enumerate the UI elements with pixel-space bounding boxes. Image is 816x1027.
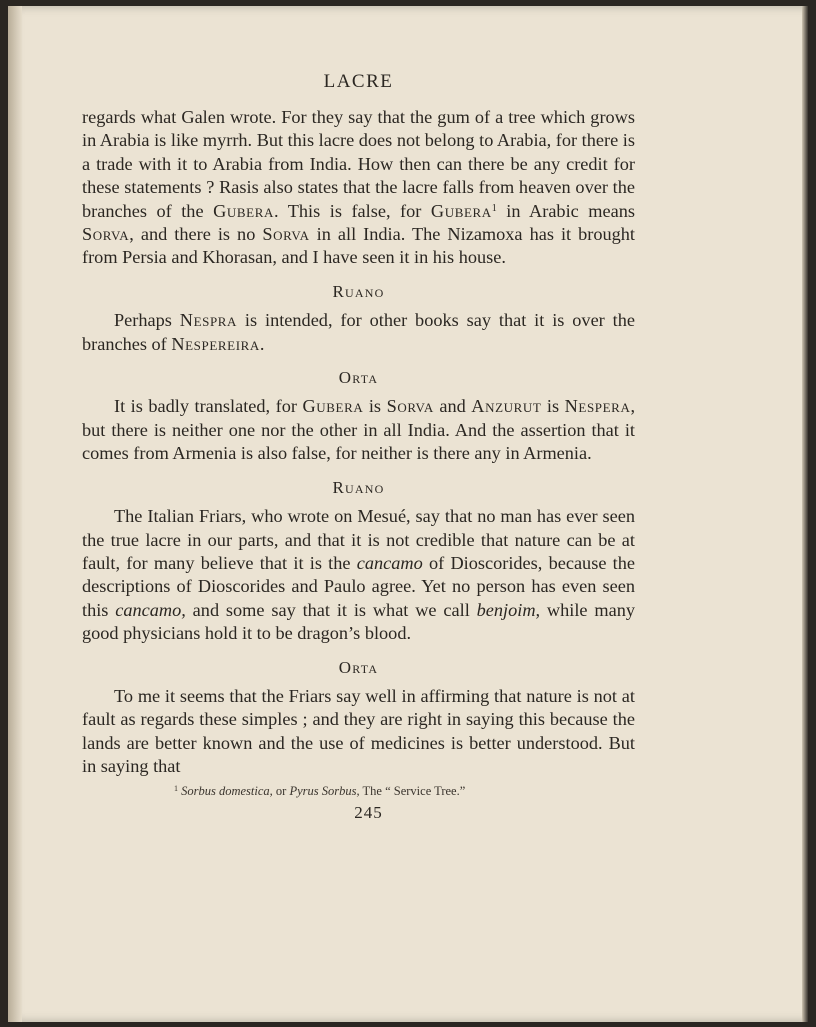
- term-gubera: Gubera: [213, 200, 274, 221]
- term-nespereira: Nespereira: [171, 333, 260, 354]
- footnote-mark: 1: [174, 783, 178, 793]
- text-run: in all India. The Nizamoxa has it brought from Persia and Khorasan, and I have seen it in his house.: [82, 224, 635, 268]
- term-benjoim: benjoim,: [476, 599, 541, 620]
- paragraph-2: [82, 309, 635, 356]
- text-run: To me it seems that the Friars say well in affirming that nature is not at fault as regards these simples ; and they are right in saying this because the lands are better known and the use of medicines is better understood. But in saying that: [82, 685, 635, 777]
- running-head: LACRE: [323, 71, 394, 92]
- footnote-reference[interactable]: 1: [491, 202, 497, 214]
- text-run: while many good physicians hold it to be dragon’s blood.: [82, 599, 636, 644]
- page-edge: [802, 6, 808, 1022]
- term-sorva: Sorva: [386, 396, 434, 417]
- speaker-heading: Ruano: [332, 477, 385, 497]
- footnote-latin-name: Pyrus Sorbus,: [289, 783, 360, 798]
- text-run: , but there is neither one nor the other in all India. And the assertion that it comes from Armenia is also false, for neither is there any in Armenia.: [82, 396, 636, 464]
- text-run: of Dioscorides, because the descriptions of Dioscorides and Paulo agree. Yet no person has even seen this: [82, 552, 635, 620]
- text-run: in Arabic means: [496, 200, 635, 221]
- term-sorva: Sorva: [82, 224, 130, 245]
- text-run: It is badly translated, for: [114, 396, 303, 417]
- paragraph-1: [82, 106, 635, 270]
- page-number: 245: [354, 802, 383, 822]
- text-run: Perhaps: [114, 310, 180, 331]
- term-nespera: Nespera: [564, 396, 631, 417]
- book-page: [8, 6, 808, 1022]
- paragraph-4: [82, 505, 635, 645]
- footnote: [82, 784, 635, 799]
- paragraph-5: [82, 685, 635, 779]
- speaker-heading: Orta: [338, 657, 379, 677]
- text-run: The “ Service Tree.”: [359, 783, 466, 798]
- term-gubera: Gubera: [302, 396, 364, 417]
- text-run: is: [363, 396, 387, 417]
- term-cancamo: cancamo: [356, 552, 423, 573]
- text-run: , and there is no: [129, 224, 263, 245]
- term-anzurut: Anzurut: [471, 396, 542, 417]
- term-cancamo: cancamo,: [115, 599, 186, 620]
- text-run: regards what Galen wrote. For they say that the gum of a tree which grows in Arabia is like myrrh. But this lacre does not belong to Arabia, for there is a trade with it to Arabia from India. How then can there be any credit for these statements ? Rasis also states that the lacre falls from heaven over the branches of the: [82, 107, 635, 221]
- text-block: [82, 70, 635, 824]
- term-gubera: Gubera: [430, 200, 492, 221]
- page-gutter: [8, 6, 22, 1022]
- text-run: The Italian Friars, who wrote on Mesué, say that no man has ever seen the true lacre in our parts, and that it is not credible that nature can be at fault, for many believe that it is the: [82, 506, 635, 573]
- paragraph-3: [82, 395, 635, 465]
- text-run: .: [259, 333, 265, 354]
- text-run: and some say that it is what we call: [185, 599, 477, 620]
- text-run: . This is false, for: [273, 200, 431, 221]
- text-run: or: [272, 783, 290, 798]
- footnote-latin-name: Sorbus domestica,: [181, 783, 273, 798]
- text-run: is: [541, 396, 565, 417]
- term-sorva: Sorva: [262, 224, 310, 245]
- term-nespra: Nespra: [179, 310, 238, 331]
- speaker-heading: Ruano: [332, 281, 385, 301]
- speaker-heading: Orta: [338, 368, 379, 388]
- text-run: and: [433, 396, 472, 417]
- text-run: is intended, for other books say that it is over the branches of: [82, 310, 635, 354]
